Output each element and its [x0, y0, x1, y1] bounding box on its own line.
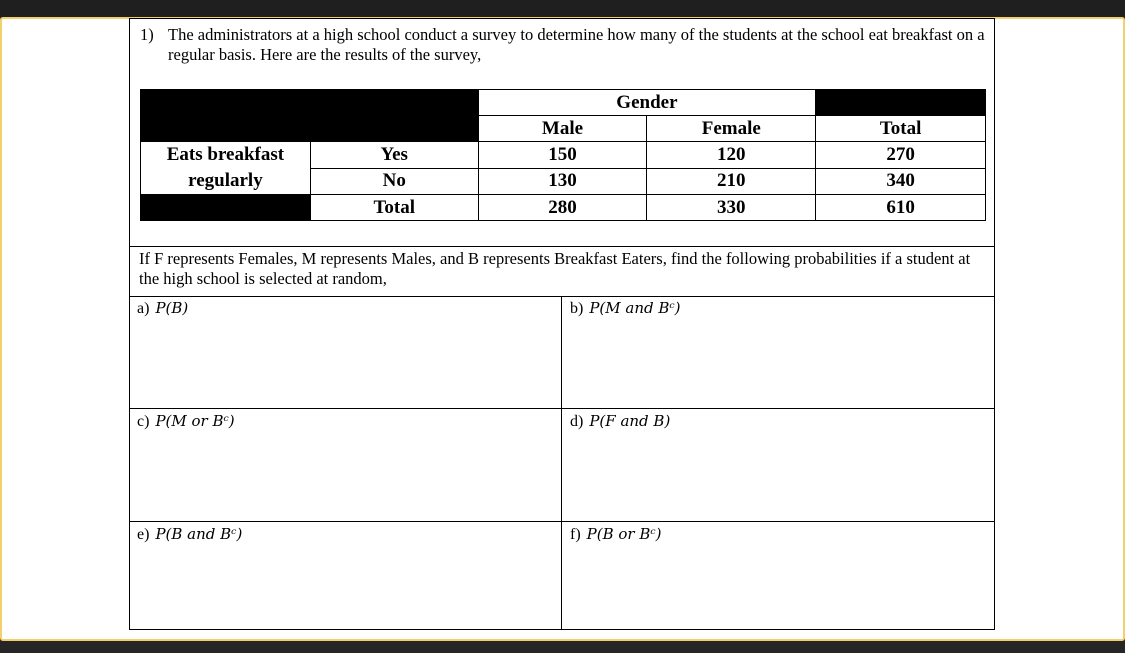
answer-box-c[interactable] — [129, 409, 562, 522]
part-label: e) — [137, 526, 150, 543]
col-header-male: Male — [478, 116, 647, 142]
table-cell: 280 — [478, 195, 647, 221]
answer-box-e[interactable] — [129, 522, 562, 630]
table-cell: 210 — [647, 168, 816, 195]
part-expression: P(M and Bᶜ) — [589, 299, 681, 317]
gender-header: Gender — [478, 90, 816, 116]
bottom-bar — [0, 641, 1125, 653]
part-label: b) — [570, 300, 584, 317]
part-expression: P(B or Bᶜ) — [586, 525, 662, 543]
part-label: f) — [570, 526, 581, 543]
answer-box-f[interactable] — [562, 522, 995, 630]
table-cell: 120 — [647, 142, 816, 169]
col-header-total: Total — [816, 116, 986, 142]
table-cell: 130 — [478, 168, 647, 195]
table-cell: 330 — [647, 195, 816, 221]
survey-table — [140, 89, 986, 221]
part-label: d) — [570, 413, 584, 430]
question-text: The administrators at a high school conduct a survey to determine how many of the students at the school eat breakfast on a regular basis. Here are the results of the survey, — [168, 25, 985, 64]
question-prompt — [140, 25, 990, 65]
answer-box-d[interactable] — [562, 409, 995, 522]
row-label-total: Total — [310, 195, 478, 221]
part-expression: P(B) — [155, 299, 189, 317]
top-bar — [0, 0, 1125, 17]
table-cell: 610 — [816, 195, 986, 221]
row-label-no: No — [310, 168, 478, 195]
part-label: a) — [137, 300, 150, 317]
instructions: If F represents Females, M represents Males, and B represents Breakfast Eaters, find the following probabilities if a student at the high school is selected at random, — [129, 246, 995, 297]
worksheet — [129, 18, 995, 630]
answer-box-b[interactable] — [562, 296, 995, 409]
question-number: 1) — [140, 25, 154, 44]
row-group-label: Eats breakfast regularly — [141, 142, 311, 195]
table-cell: 270 — [816, 142, 986, 169]
table-cell: 150 — [478, 142, 647, 169]
total-header-blank — [816, 90, 986, 116]
row-label-blank — [141, 195, 311, 221]
part-expression: P(M or Bᶜ) — [155, 412, 235, 430]
part-label: c) — [137, 413, 150, 430]
header-blank — [141, 90, 479, 142]
col-header-female: Female — [647, 116, 816, 142]
table-cell: 340 — [816, 168, 986, 195]
answer-box-a[interactable] — [129, 296, 562, 409]
row-label-yes: Yes — [310, 142, 478, 169]
part-expression: P(B and Bᶜ) — [155, 525, 243, 543]
answer-grid — [129, 296, 995, 630]
part-expression: P(F and B) — [589, 412, 671, 430]
